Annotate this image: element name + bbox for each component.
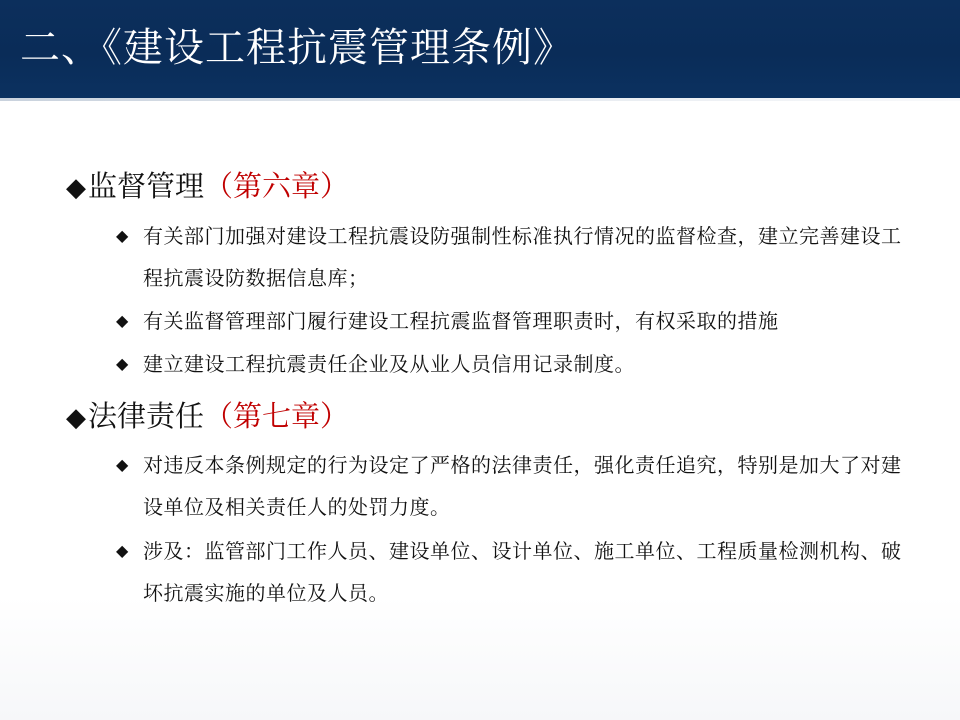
section-title-supervision <box>66 166 349 206</box>
chapter-label: （第六章） <box>204 169 350 203</box>
diamond-bullet-icon: ◆ <box>116 354 129 373</box>
diamond-bullet-icon: ◆ <box>116 311 129 330</box>
list-item <box>116 215 906 299</box>
page-title: 二、《建设工程抗震管理条例》 <box>20 25 574 71</box>
list-item-text: 对违反本条例规定的行为设定了严格的法律责任，强化责任追究，特别是加大了对建设单位及相关责任人的处罚力度。 <box>143 453 902 519</box>
diamond-bullet-icon: ◆ <box>116 541 129 560</box>
section-title-text: 监督管理 <box>88 169 205 203</box>
list-item-text: 建立建设工程抗震责任企业及从业人员信用记录制度。 <box>143 352 635 376</box>
chapter-label: （第七章） <box>204 399 350 433</box>
section-title-legal-liability <box>66 396 349 436</box>
diamond-bullet-icon: ◆ <box>116 455 129 474</box>
list-item <box>116 530 906 614</box>
list-item-text: 有关监督管理部门履行建设工程抗震监督管理职责时，有权采取的措施 <box>143 309 779 333</box>
list-item <box>116 343 906 385</box>
title-bar <box>0 0 960 98</box>
diamond-bullet-icon: ◆ <box>66 403 86 433</box>
list-item <box>116 444 906 528</box>
list-item-text: 涉及：监管部门工作人员、建设单位、设计单位、施工单位、工程质量检测机构、破坏抗震实施的单位及人员。 <box>143 539 902 605</box>
diamond-bullet-icon: ◆ <box>66 173 86 203</box>
list-item-text: 有关部门加强对建设工程抗震设防强制性标准执行情况的监督检查，建立完善建设工程抗震设防数据信息库； <box>143 224 902 290</box>
section-title-text: 法律责任 <box>88 399 205 433</box>
list-item <box>116 300 906 342</box>
diamond-bullet-icon: ◆ <box>116 226 129 245</box>
